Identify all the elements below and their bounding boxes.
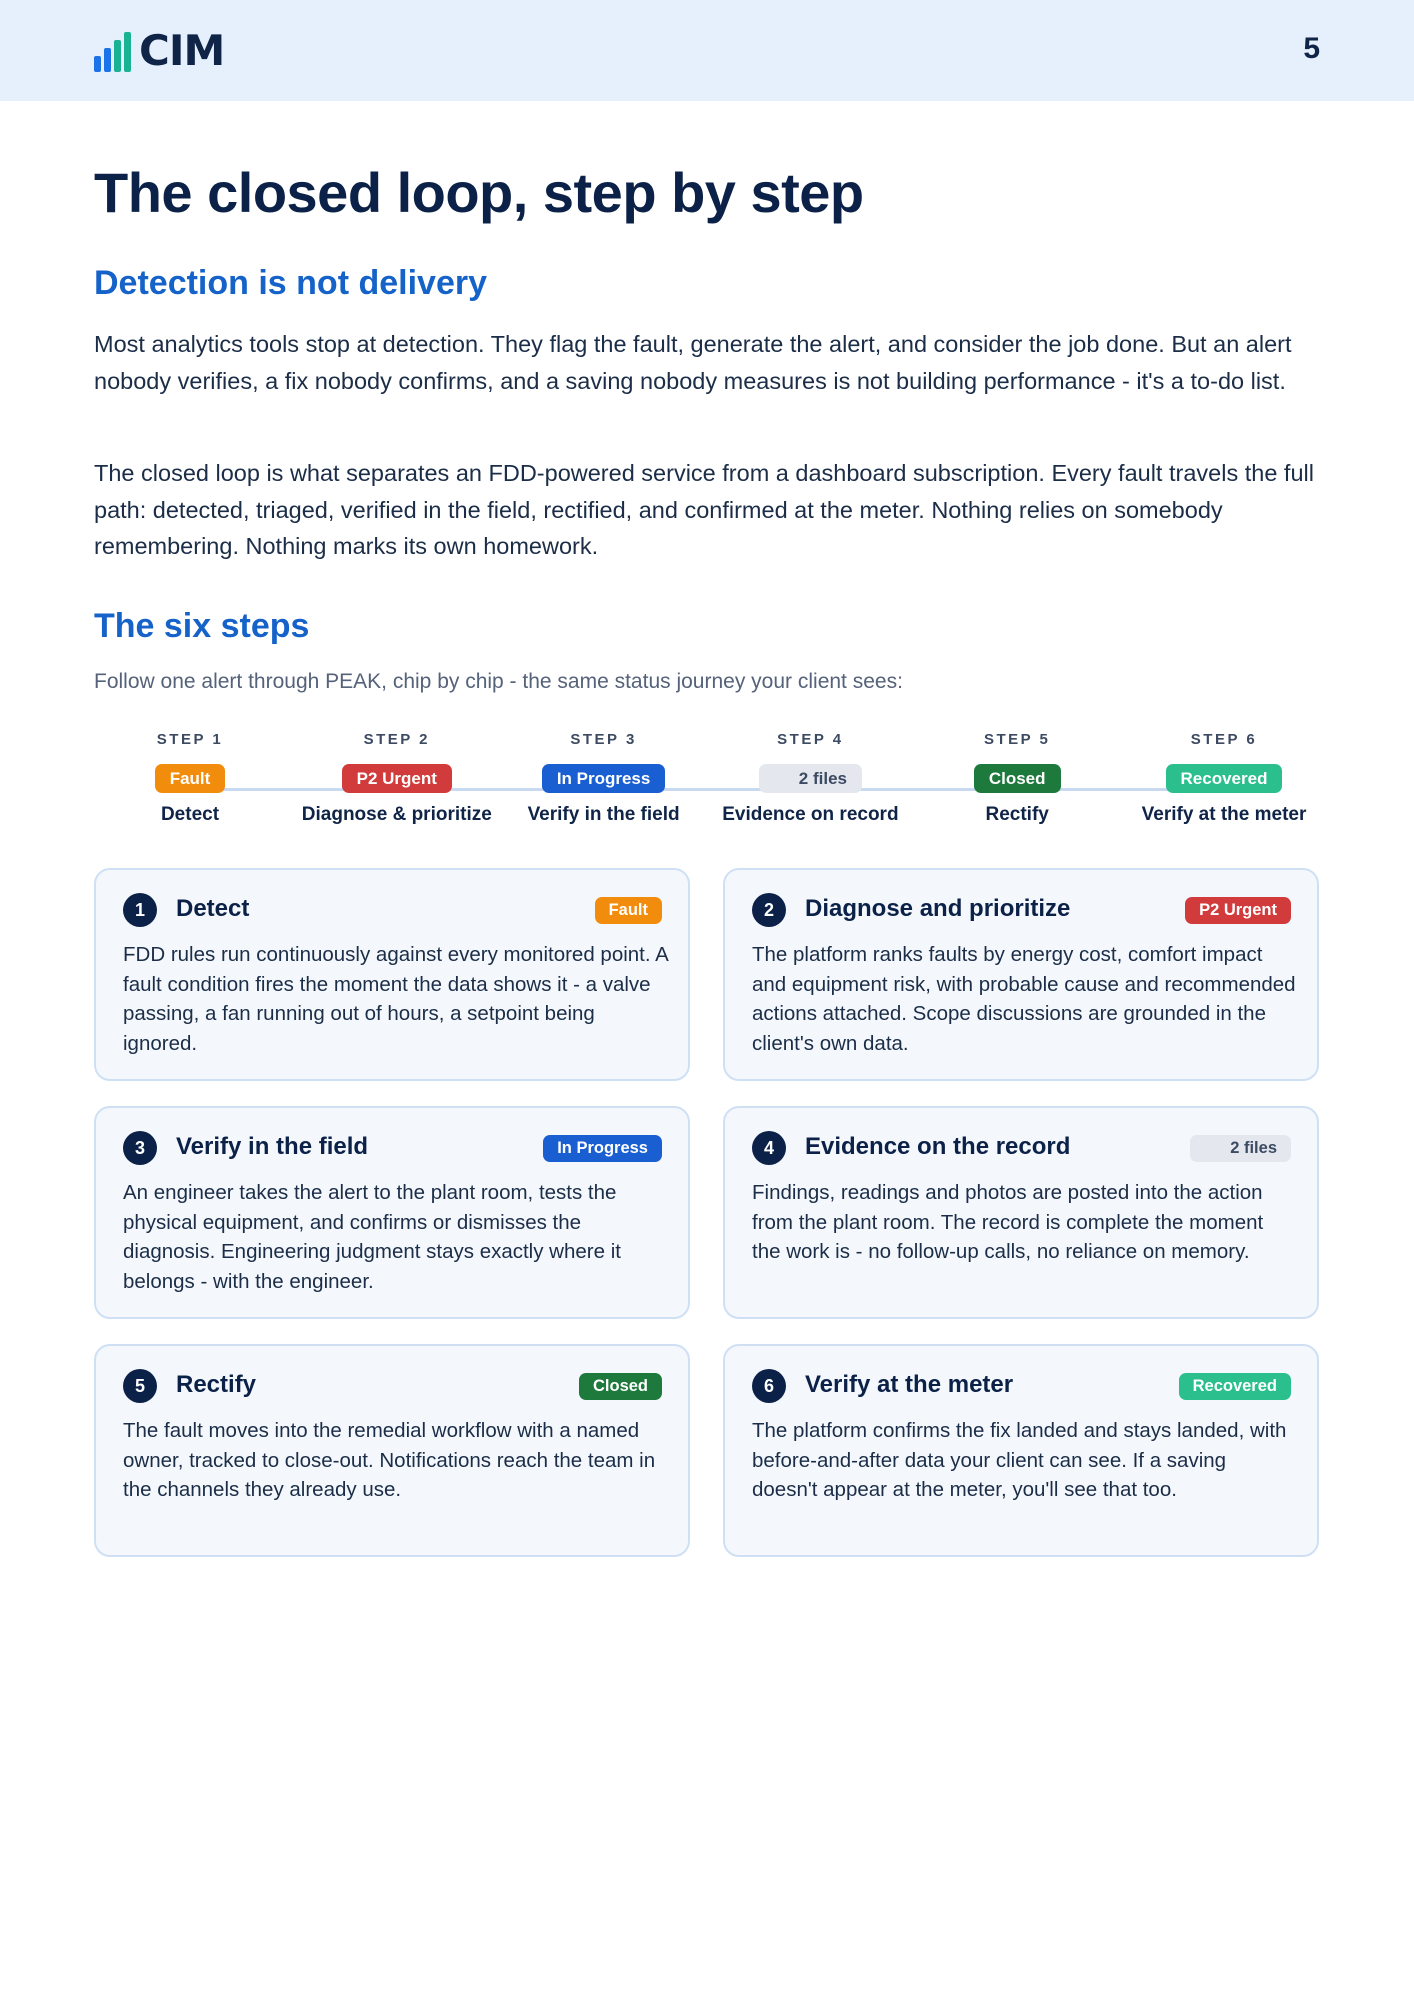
paragraph: The closed loop is what separates an FDD-powered service from a dashboard subscription. Every fault travels the full path: detected, triaged, verified in the field, rectified, and confirmed at the meter. Nothing relies on somebody remembering. Nothing marks its own homework. <box>94 460 1314 559</box>
status-chip: 2 files <box>759 764 862 793</box>
step-name: Verify at the meter <box>1141 804 1307 825</box>
step-card-detect <box>94 868 690 1081</box>
step-card-diagnose <box>723 868 1319 1081</box>
status-chip: P2 Urgent <box>1185 897 1291 924</box>
page-number: 5 <box>1303 32 1320 65</box>
card-title: Detect <box>176 895 250 922</box>
section-heading-six-steps: The six steps <box>94 607 310 645</box>
status-chip: Recovered <box>1166 764 1283 793</box>
step-label: STEP 3 <box>570 731 637 748</box>
step-label: STEP 2 <box>363 731 430 748</box>
step-number-badge: 3 <box>123 1131 157 1165</box>
status-chip: Recovered <box>1179 1373 1291 1400</box>
status-chip: Closed <box>579 1373 662 1400</box>
card-body: The platform ranks faults by energy cost, comfort impact and equipment risk, with probable cause and recommended actions attached. Scope discussions are grounded in the client's own data. <box>752 943 1296 1055</box>
card-title: Rectify <box>176 1371 257 1398</box>
bar-chart-logo-icon <box>94 32 131 72</box>
step-label: STEP 5 <box>983 731 1051 748</box>
step-number-badge: 4 <box>752 1131 786 1165</box>
step-name: Detect <box>160 804 220 825</box>
step-name: Verify in the field <box>527 804 680 825</box>
stepper-step <box>282 730 512 826</box>
step-label: STEP 6 <box>1190 731 1258 748</box>
card-body: The platform confirms the fix landed and stays landed, with before-and-after data your client can see. If a saving doesn't appear at the meter, you'll see that too. <box>752 1419 1287 1501</box>
stepper-step <box>75 730 305 826</box>
page-title: The closed loop, step by step <box>94 161 864 224</box>
step-label: STEP 1 <box>156 731 224 748</box>
step-card-rectify <box>94 1344 690 1557</box>
stepper-step <box>902 730 1132 826</box>
page-header <box>0 0 1414 101</box>
step-card-verify-field <box>94 1106 690 1319</box>
step-card-verify-meter <box>723 1344 1319 1557</box>
step-name: Rectify <box>985 804 1049 825</box>
step-number-badge: 5 <box>123 1369 157 1403</box>
status-chip: Fault <box>155 764 226 793</box>
step-number-badge: 6 <box>752 1369 786 1403</box>
card-body: An engineer takes the alert to the plant room, tests the physical equipment, and confirms or dismisses the diagnosis. Engineering judgment stays exactly where it belongs - with the engineer. <box>123 1181 621 1293</box>
card-body: FDD rules run continuously against every monitored point. A fault condition fires the moment the data shows it - a valve passing, a fan running out of hours, a setpoint being ignored. <box>123 943 668 1055</box>
status-chip: In Progress <box>543 1135 662 1162</box>
step-number-badge: 1 <box>123 893 157 927</box>
step-name: Diagnose & prioritize <box>301 804 492 825</box>
paragraph: Most analytics tools stop at detection. They flag the fault, generate the alert, and consider the job done. But an alert nobody verifies, a fix nobody confirms, and a saving nobody measures is not building performance - it's a to-do list. <box>94 331 1292 394</box>
steps-intro: Follow one alert through PEAK, chip by chip - the same status journey your client sees: <box>94 670 903 693</box>
card-title: Diagnose and prioritize <box>805 895 1071 922</box>
step-label: STEP 4 <box>777 731 844 748</box>
card-title: Verify at the meter <box>805 1371 1014 1398</box>
status-chip: Closed <box>974 764 1061 793</box>
step-number-badge: 2 <box>752 893 786 927</box>
status-chip: Fault <box>595 897 662 924</box>
step-card-evidence <box>723 1106 1319 1319</box>
status-stepper <box>94 730 1320 840</box>
logo-text: CIM <box>139 26 225 75</box>
stepper-step <box>1109 730 1339 826</box>
status-chip: P2 Urgent <box>342 764 452 793</box>
card-title: Verify in the field <box>176 1133 369 1160</box>
step-name: Evidence on record <box>722 804 899 825</box>
card-body: Findings, readings and photos are posted into the action from the plant room. The record is complete the moment the work is - no follow-up calls, no reliance on memory. <box>752 1181 1264 1263</box>
card-title: Evidence on the record <box>805 1133 1071 1160</box>
cim-logo <box>94 26 225 75</box>
status-chip: In Progress <box>542 764 666 793</box>
stepper-step <box>489 730 719 826</box>
card-body: The fault moves into the remedial workflow with a named owner, tracked to close-out. Notifications reach the team in the channels they already use. <box>123 1419 656 1501</box>
stepper-step <box>695 730 925 826</box>
section-heading-detection: Detection is not delivery <box>94 264 487 302</box>
status-chip: 2 files <box>1190 1135 1291 1162</box>
